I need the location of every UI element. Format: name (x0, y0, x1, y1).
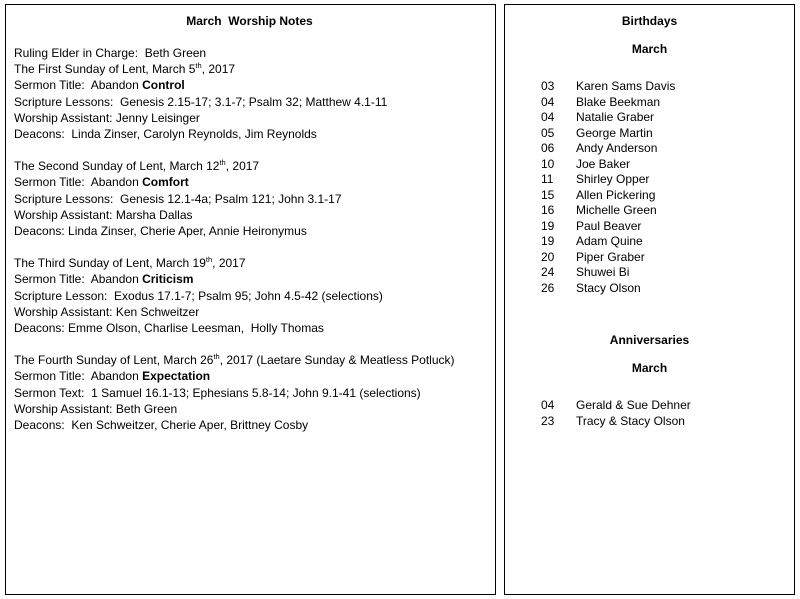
anniversary-day: 23 (541, 413, 555, 428)
birthday-name: Joe Baker (576, 156, 631, 171)
birthday-name: Shirley Opper (576, 172, 650, 186)
birthday-row (541, 281, 784, 297)
ruling-elder-line: Ruling Elder in Charge: Beth Green (14, 46, 207, 60)
sunday-heading (14, 158, 485, 174)
worship-assistant-line: Worship Assistant: Marsha Dallas (14, 207, 193, 222)
birthday-name: Andy Anderson (576, 141, 658, 155)
sunday-heading (14, 255, 485, 271)
birthday-name: Adam Quine (576, 234, 643, 248)
birthday-day: 04 (541, 94, 555, 109)
birthday-name: Blake Beekman (576, 94, 661, 109)
birthday-row (541, 188, 784, 204)
birthday-row (541, 95, 784, 111)
scripture-line: Scripture Lesson: Exodus 17.1-7; Psalm 95; John 4.5-42 (selections) (14, 288, 383, 303)
anniversary-day: 04 (541, 398, 555, 412)
sermon-title-label: Sermon Title: Abandon (14, 369, 143, 384)
sunday-heading-year: , 2017 (201, 62, 236, 77)
sermon-title-line (14, 368, 485, 384)
sermon-theme: Comfort (142, 175, 189, 190)
sunday-heading (14, 352, 485, 368)
birthday-row (541, 250, 784, 266)
sunday-heading (14, 61, 485, 77)
birthday-name: Michelle Green (576, 203, 657, 217)
birthday-day: 26 (541, 280, 555, 295)
birthday-row (541, 157, 784, 173)
anniversaries-heading: Anniversaries (609, 333, 690, 347)
date-ordinal-superscript: th (195, 61, 202, 71)
scripture-line: Scripture Lessons: Genesis 2.15-17; 3.1-7; Psalm 32; Matthew 4.1-11 (14, 94, 388, 109)
birthday-day: 06 (541, 141, 555, 155)
birthday-name: Piper Graber (576, 249, 645, 264)
anniversaries-list (515, 398, 784, 429)
birthday-row (541, 141, 784, 157)
sermon-theme: Control (142, 78, 185, 93)
worship-notes-title: March Worship Notes (186, 14, 313, 28)
birthdays-heading: Birthdays (621, 14, 678, 28)
birthday-row (541, 234, 784, 250)
birthday-name: Natalie Graber (576, 110, 655, 124)
birthday-day: 15 (541, 187, 555, 202)
birthday-day: 24 (541, 265, 555, 279)
scripture-line: Scripture Lessons: Genesis 12.1-4a; Psalm 121; John 3.1-17 (14, 191, 342, 206)
birthday-row (541, 172, 784, 188)
birthdays-anniversaries-panel (504, 4, 795, 595)
sermon-title-label: Sermon Title: Abandon (14, 78, 143, 93)
birthday-day: 04 (541, 110, 555, 124)
deacons-line: Deacons: Linda Zinser, Carolyn Reynolds, Jim Reynolds (14, 127, 317, 142)
worship-assistant-line: Worship Assistant: Jenny Leisinger (14, 110, 200, 125)
sunday-heading-text: The First Sunday of Lent, March 5 (14, 62, 196, 77)
date-ordinal-superscript: th (213, 352, 220, 362)
deacons-line: Deacons: Emme Olson, Charlise Leesman, Holly Thomas (14, 321, 324, 336)
anniversary-name: Tracy & Stacy Olson (576, 413, 685, 428)
birthday-day: 05 (541, 125, 555, 140)
birthday-name: Karen Sams Davis (576, 79, 676, 93)
anniversary-row (541, 414, 784, 430)
birthday-name: Stacy Olson (576, 280, 641, 295)
sunday-heading-text: The Third Sunday of Lent, March 19 (14, 256, 206, 271)
sermon-title-label: Sermon Title: Abandon (14, 175, 143, 190)
sermon-title-label: Sermon Title: Abandon (14, 272, 143, 287)
birthday-row (541, 126, 784, 142)
birthday-row (541, 265, 784, 281)
birthday-day: 11 (541, 172, 554, 186)
birthday-row (541, 203, 784, 219)
birthday-name: Shuwei Bi (576, 265, 630, 279)
sunday-heading-year: , 2017 (Laetare Sunday & Meatless Potluck) (219, 353, 455, 368)
sermon-title-line (14, 174, 485, 190)
birthday-day: 10 (541, 156, 555, 171)
worship-section-1 (14, 61, 485, 142)
sermon-theme: Criticism (142, 272, 194, 287)
sunday-heading-text: The Fourth Sunday of Lent, March 26 (14, 353, 214, 368)
birthdays-list (515, 79, 784, 296)
worship-assistant-line: Worship Assistant: Ken Schweitzer (14, 304, 200, 319)
birthday-day: 20 (541, 249, 555, 264)
birthday-day: 19 (541, 234, 555, 248)
date-ordinal-superscript: th (219, 158, 226, 168)
sermon-text-line: Sermon Text: 1 Samuel 16.1-13; Ephesians 5.8-14; John 9.1-41 (selections) (14, 385, 421, 400)
birthday-name: George Martin (576, 125, 653, 140)
deacons-line: Deacons: Ken Schweitzer, Cherie Aper, Brittney Cosby (14, 418, 309, 433)
anniversary-row (541, 398, 784, 414)
date-ordinal-superscript: th (205, 255, 213, 265)
birthday-row (541, 79, 784, 95)
worship-section-3 (14, 255, 485, 336)
birthday-row (541, 219, 784, 235)
birthdays-month-heading: March (631, 42, 668, 56)
birthday-row (541, 110, 784, 126)
deacons-line: Deacons: Linda Zinser, Cherie Aper, Annie Heironymus (14, 224, 307, 239)
worship-section-2 (14, 158, 485, 239)
sermon-theme: Expectation (142, 369, 211, 384)
birthday-day: 16 (541, 203, 555, 217)
sermon-title-line (14, 77, 485, 93)
birthday-name: Allen Pickering (576, 187, 656, 202)
birthday-day: 19 (541, 218, 555, 233)
worship-notes-panel (5, 4, 496, 595)
worship-section-4 (14, 352, 485, 433)
sermon-title-line (14, 271, 485, 287)
sunday-heading-year: , 2017 (212, 256, 246, 271)
birthday-name: Paul Beaver (576, 218, 642, 233)
birthday-day: 03 (541, 79, 555, 93)
worship-assistant-line: Worship Assistant: Beth Green (14, 401, 178, 416)
anniversaries-month-heading: March (631, 361, 668, 375)
sunday-heading-year: , 2017 (225, 159, 260, 174)
sunday-heading-text: The Second Sunday of Lent, March 12 (14, 159, 220, 174)
anniversary-name: Gerald & Sue Dehner (576, 398, 691, 412)
